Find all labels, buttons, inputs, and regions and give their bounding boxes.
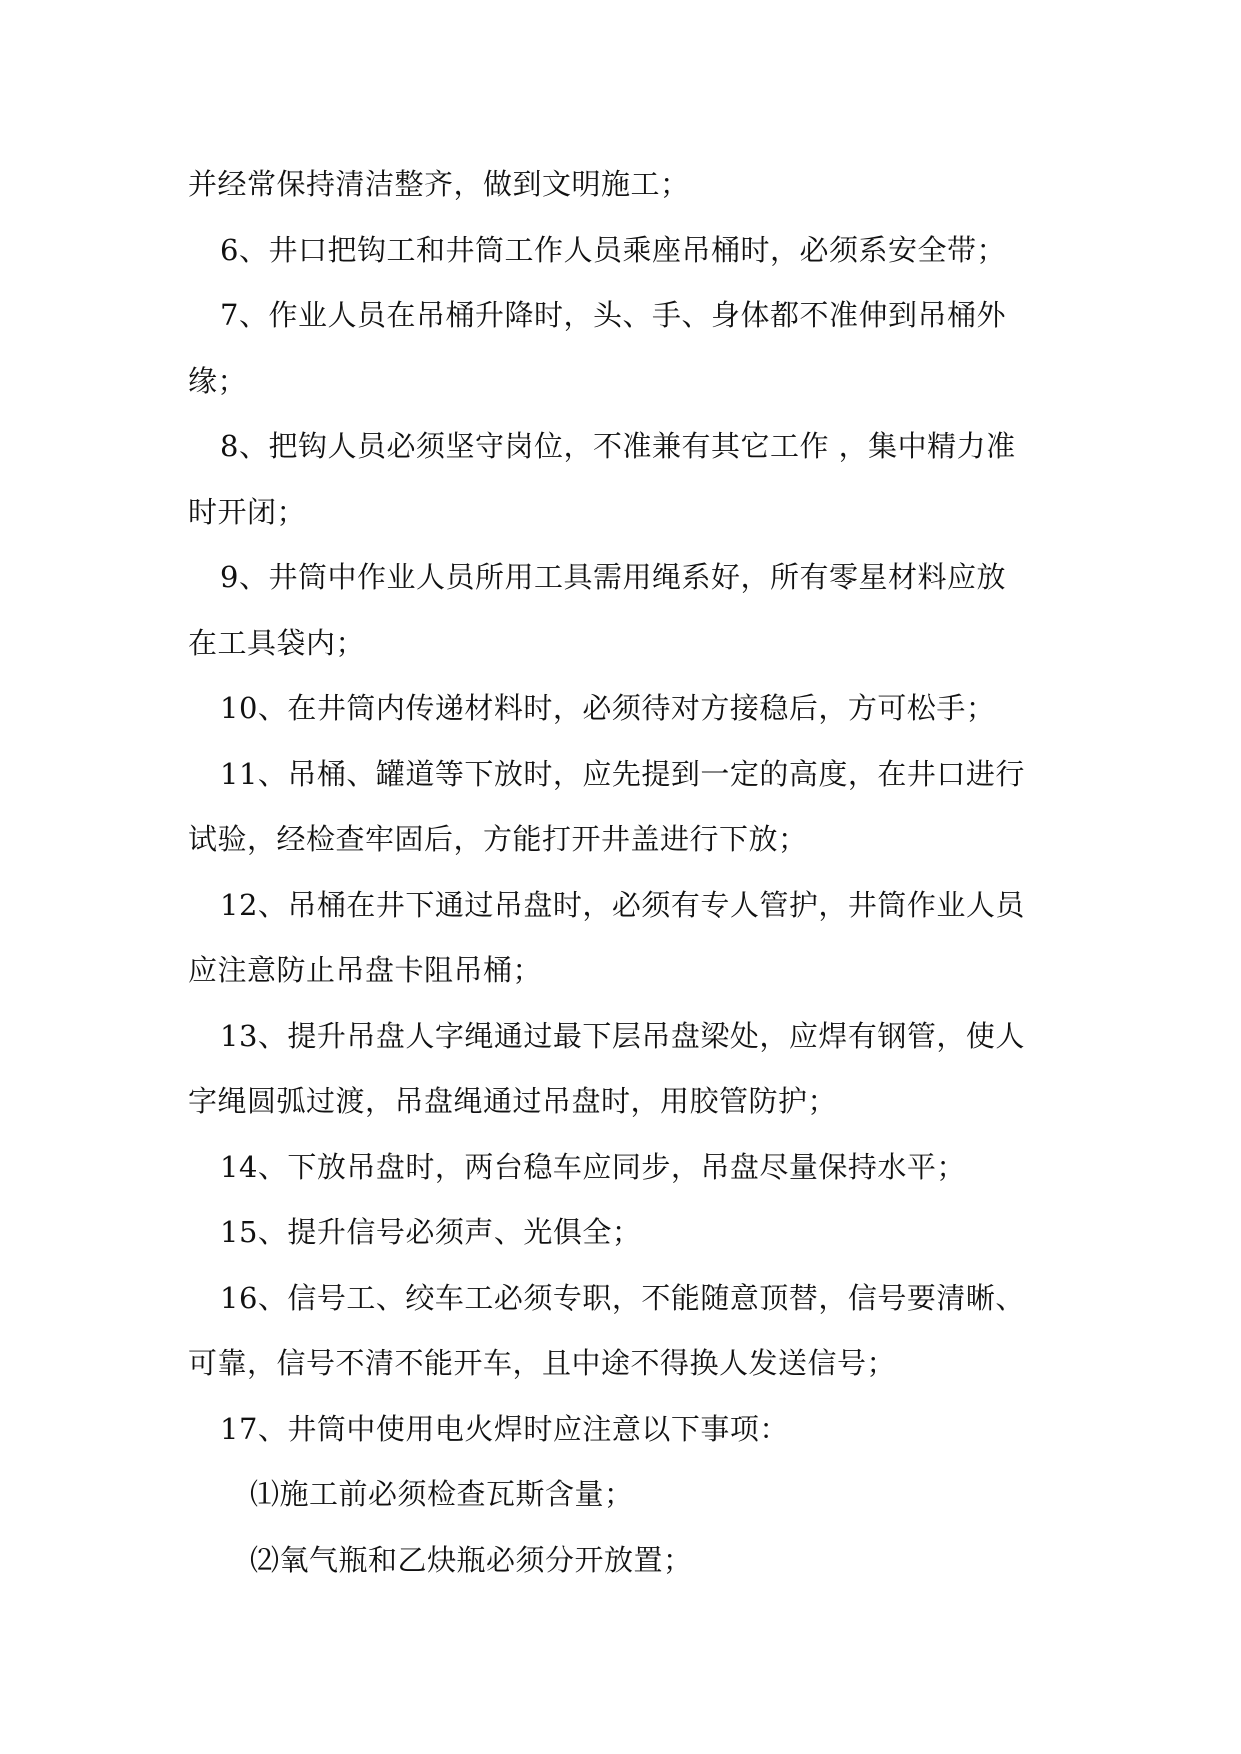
text-line: 在工具袋内； <box>188 626 366 660</box>
text-line: 6、井口把钩工和井筒工作人员乘座吊桶时，必须系安全带； <box>220 233 1006 267</box>
text-line: 11、吊桶、罐道等下放时，应先提到一定的高度，在井口进行 <box>220 757 1025 791</box>
text-line: 10、在井筒内传递材料时，必须待对方接稳后，方可松手； <box>220 691 996 725</box>
text-line: 并经常保持清洁整齐，做到文明施工； <box>188 167 690 201</box>
text-line: 时开闭； <box>188 495 307 529</box>
text-line: 缘； <box>188 364 248 398</box>
text-line: 应注意防止吊盘卡阻吊桶； <box>188 953 543 987</box>
text-line: 17、井筒中使用电火焊时应注意以下事项： <box>220 1412 789 1446</box>
text-line: 7、作业人员在吊桶升降时，头、手、身体都不准伸到吊桶外 <box>220 298 1006 332</box>
text-line: ⑵氧气瓶和乙炔瓶必须分开放置； <box>250 1543 693 1577</box>
text-line: 15、提升信号必须声、光俱全； <box>220 1215 642 1249</box>
text-line: 16、信号工、绞车工必须专职，不能随意顶替，信号要清晰、 <box>220 1281 1025 1315</box>
text-line: 9、井筒中作业人员所用工具需用绳系好，所有零星材料应放 <box>220 560 1006 594</box>
text-line: 试验，经检查牢固后，方能打开井盖进行下放； <box>188 822 808 856</box>
text-line: 可靠，信号不清不能开车，且中途不得换人发送信号； <box>188 1346 897 1380</box>
text-line: 14、下放吊盘时，两台稳车应同步，吊盘尽量保持水平； <box>220 1150 966 1184</box>
text-line: 12、吊桶在井下通过吊盘时，必须有专人管护，井筒作业人员 <box>220 888 1025 922</box>
text-line: 13、提升吊盘人字绳通过最下层吊盘梁处，应焊有钢管，使人 <box>220 1019 1025 1053</box>
text-line: 字绳圆弧过渡，吊盘绳通过吊盘时，用胶管防护； <box>188 1084 838 1118</box>
text-line: ⑴施工前必须检查瓦斯含量； <box>250 1477 634 1511</box>
text-line: 8、把钩人员必须坚守岗位，不准兼有其它工作 ，集中精力准 <box>220 429 1016 463</box>
